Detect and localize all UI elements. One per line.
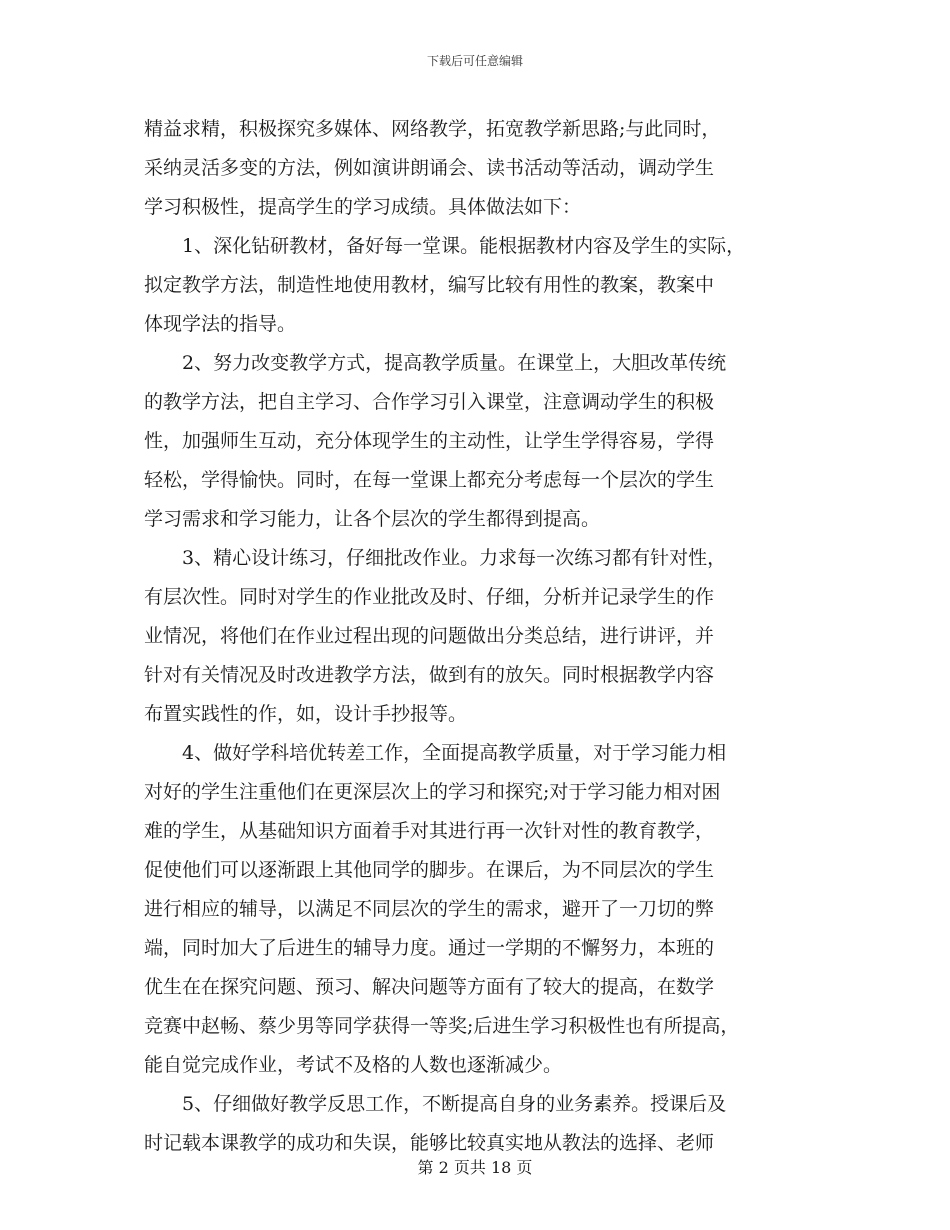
text-line: 对好的学生注重他们在更深层次上的学习和探究;对于学习能力相对困 <box>144 781 721 803</box>
text-line: 5、仔细做好教学反思工作，不断提高自身的业务素养。授课后及 <box>144 1093 727 1115</box>
text-line: 轻松，学得愉快。同时，在每一堂课上都充分考虑每一个层次的学生 <box>144 469 715 491</box>
text-line: 2、努力改变教学方式，提高教学质量。在课堂上，大胆改革传统 <box>144 352 727 374</box>
text-line: 4、做好学科培优转差工作，全面提高教学质量，对于学习能力相 <box>144 742 727 764</box>
text-line: 采纳灵活多变的方法，例如演讲朗诵会、读书活动等活动，调动学生 <box>144 157 715 179</box>
text-line: 业情况，将他们在作业过程出现的问题做出分类总结，进行讲评，并 <box>144 625 715 647</box>
text-line: 针对有关情况及时改进教学方法，做到有的放矢。同时根据教学内容 <box>144 664 715 686</box>
text-line: 进行相应的辅导，以满足不同层次的学生的需求，避开了一刀切的弊 <box>144 898 715 920</box>
text-line: 促使他们可以逐渐跟上其他同学的脚步。在课后，为不同层次的学生 <box>144 859 715 881</box>
text-line: 性，加强师生互动，充分体现学生的主动性，让学生学得容易，学得 <box>144 430 715 452</box>
text-line: 端，同时加大了后进生的辅导力度。通过一学期的不懈努力，本班的 <box>144 937 715 959</box>
document-body <box>144 110 824 1163</box>
text-line: 竞赛中赵畅、蔡少男等同学获得一等奖;后进生学习积极性也有所提高， <box>144 1015 740 1037</box>
text-line: 有层次性。同时对学生的作业批改及时、仔细，分析并记录学生的作 <box>144 586 715 608</box>
page-number: 第 2 页共 18 页 <box>417 1158 533 1177</box>
text-line: 体现学法的指导。 <box>144 313 297 335</box>
text-line: 3、精心设计练习，仔细批改作业。力求每一次练习都有针对性， <box>144 547 727 569</box>
text-line: 精益求精，积极探究多媒体、网络教学，拓宽教学新思路;与此同时， <box>144 118 721 140</box>
text-line: 能自觉完成作业，考试不及格的人数也逐渐减少。 <box>144 1054 563 1076</box>
text-line: 优生在在探究问题、预习、解决问题等方面有了较大的提高，在数学 <box>144 976 715 998</box>
text-line: 1、深化钻研教材，备好每一堂课。能根据教材内容及学生的实际， <box>144 235 746 257</box>
text-line: 拟定教学方法，制造性地使用教材，编写比较有用性的教案，教案中 <box>144 274 715 296</box>
text-line: 布置实践性的作，如，设计手抄报等。 <box>144 703 468 725</box>
text-line: 学习需求和学习能力，让各个层次的学生都得到提高。 <box>144 508 601 530</box>
text-line: 难的学生，从基础知识方面着手对其进行再一次针对性的教育教学， <box>144 820 715 842</box>
text-line: 学习积极性，提高学生的学习成绩。具体做法如下： <box>144 196 582 218</box>
text-line: 时记载本课教学的成功和失误，能够比较真实地从教法的选择、老师 <box>144 1132 715 1154</box>
page-header: 下载后可任意编辑 <box>426 54 523 68</box>
text-line: 的教学方法，把自主学习、合作学习引入课堂，注意调动学生的积极 <box>144 391 715 413</box>
